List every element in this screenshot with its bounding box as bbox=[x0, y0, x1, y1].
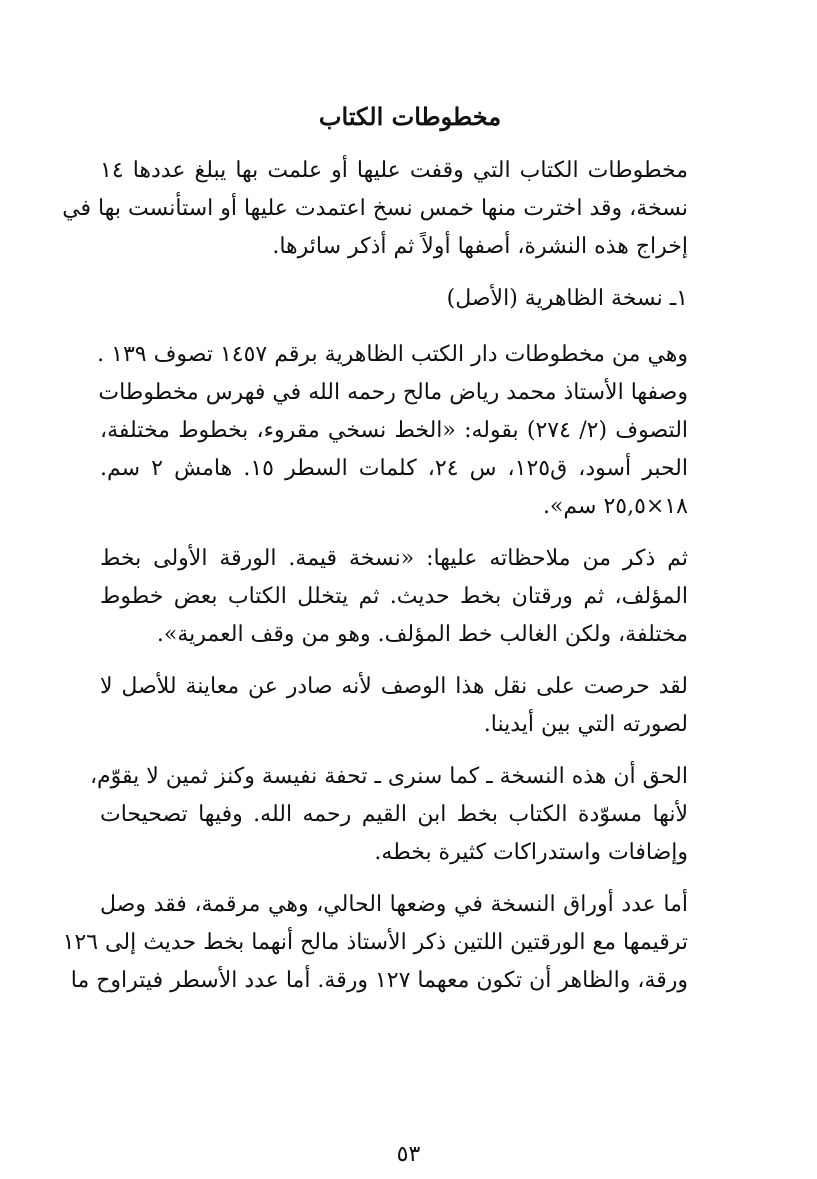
text-line: ترقيمها مع الورقتين اللتين ذكر الأستاذ مالح أنهما بخط حديث إلى ١٢٦ bbox=[62, 929, 688, 955]
text-line: لأنها مسوّدة الكتاب بخط ابن القيم رحمه الله. وفيها تصحيحات bbox=[100, 801, 688, 827]
text-line: التصوف (٢/ ٢٧٤) بقوله: «الخط نسخي مقروء، بخطوط مختلفة، bbox=[100, 417, 689, 443]
text-line: ١٨×٢٥,٥ سم». bbox=[542, 493, 688, 519]
paragraph-value bbox=[89, 758, 720, 872]
text-line: وإضافات واستدراكات كثيرة بخطه. bbox=[374, 839, 688, 865]
paragraph-intro bbox=[62, 152, 720, 266]
manuscript-heading: ١ـ نسخة الظاهرية (الأصل) bbox=[446, 285, 688, 311]
text-line: إخراج هذه النشرة، أصفها أولاً ثم أذكر سائرها. bbox=[272, 233, 688, 259]
text-line: أما عدد أوراق النسخة في وضعها الحالي، وهي مرقمة، فقد وصل bbox=[100, 891, 688, 917]
text-line: نسخة، وقد اخترت منها خمس نسخ اعتمدت عليها أو استأنست بها في bbox=[62, 195, 688, 221]
text-line: ثم ذكر من ملاحظاته عليها: «نسخة قيمة. الورقة الأولى بخط bbox=[100, 545, 689, 571]
text-line: الحبر أسود، ق١٢٥، س ٢٤، كلمات السطر ١٥. هامش ٢ سم. bbox=[100, 455, 688, 481]
text-line: ورقة، والظاهر أن تكون معهما ١٢٧ ورقة. أما عدد الأسطر فيتراوح ما bbox=[70, 967, 688, 993]
text-line: مختلفة، ولكن الغالب خط المؤلف. وهو من وقف العمرية». bbox=[156, 621, 688, 647]
text-line: مخطوطات الكتاب التي وقفت عليها أو علمت بها يبلغ عددها ١٤ bbox=[100, 157, 688, 183]
section-title: مخطوطات الكتاب bbox=[318, 102, 502, 131]
text-line: لقد حرصت على نقل هذا الوصف لأنه صادر عن معاينة للأصل لا bbox=[100, 673, 688, 699]
text-line: لصورته التي بين أيدينا. bbox=[483, 711, 688, 737]
text-line: المؤلف، ثم ورقتان بخط حديث. ثم يتخلل الكتاب بعض خطوط bbox=[100, 583, 688, 609]
text-line: وهي من مخطوطات دار الكتب الظاهرية برقم ١٤٥٧ تصوف ١٣٩ . bbox=[97, 341, 688, 367]
book-page bbox=[62, 95, 720, 1095]
paragraph-notes bbox=[100, 540, 720, 654]
paragraph-folios bbox=[62, 886, 720, 1000]
paragraph-care bbox=[100, 668, 720, 744]
text-line: وصفها الأستاذ محمد رياض مالح رحمه الله في فهرس مخطوطات bbox=[98, 379, 688, 405]
page-number: ٥٣ bbox=[396, 1142, 421, 1167]
paragraph-description bbox=[97, 336, 720, 526]
text-line: الحق أن هذه النسخة ـ كما سنرى ـ تحفة نفيسة وكنز ثمين لا يقوّم، bbox=[89, 763, 688, 789]
